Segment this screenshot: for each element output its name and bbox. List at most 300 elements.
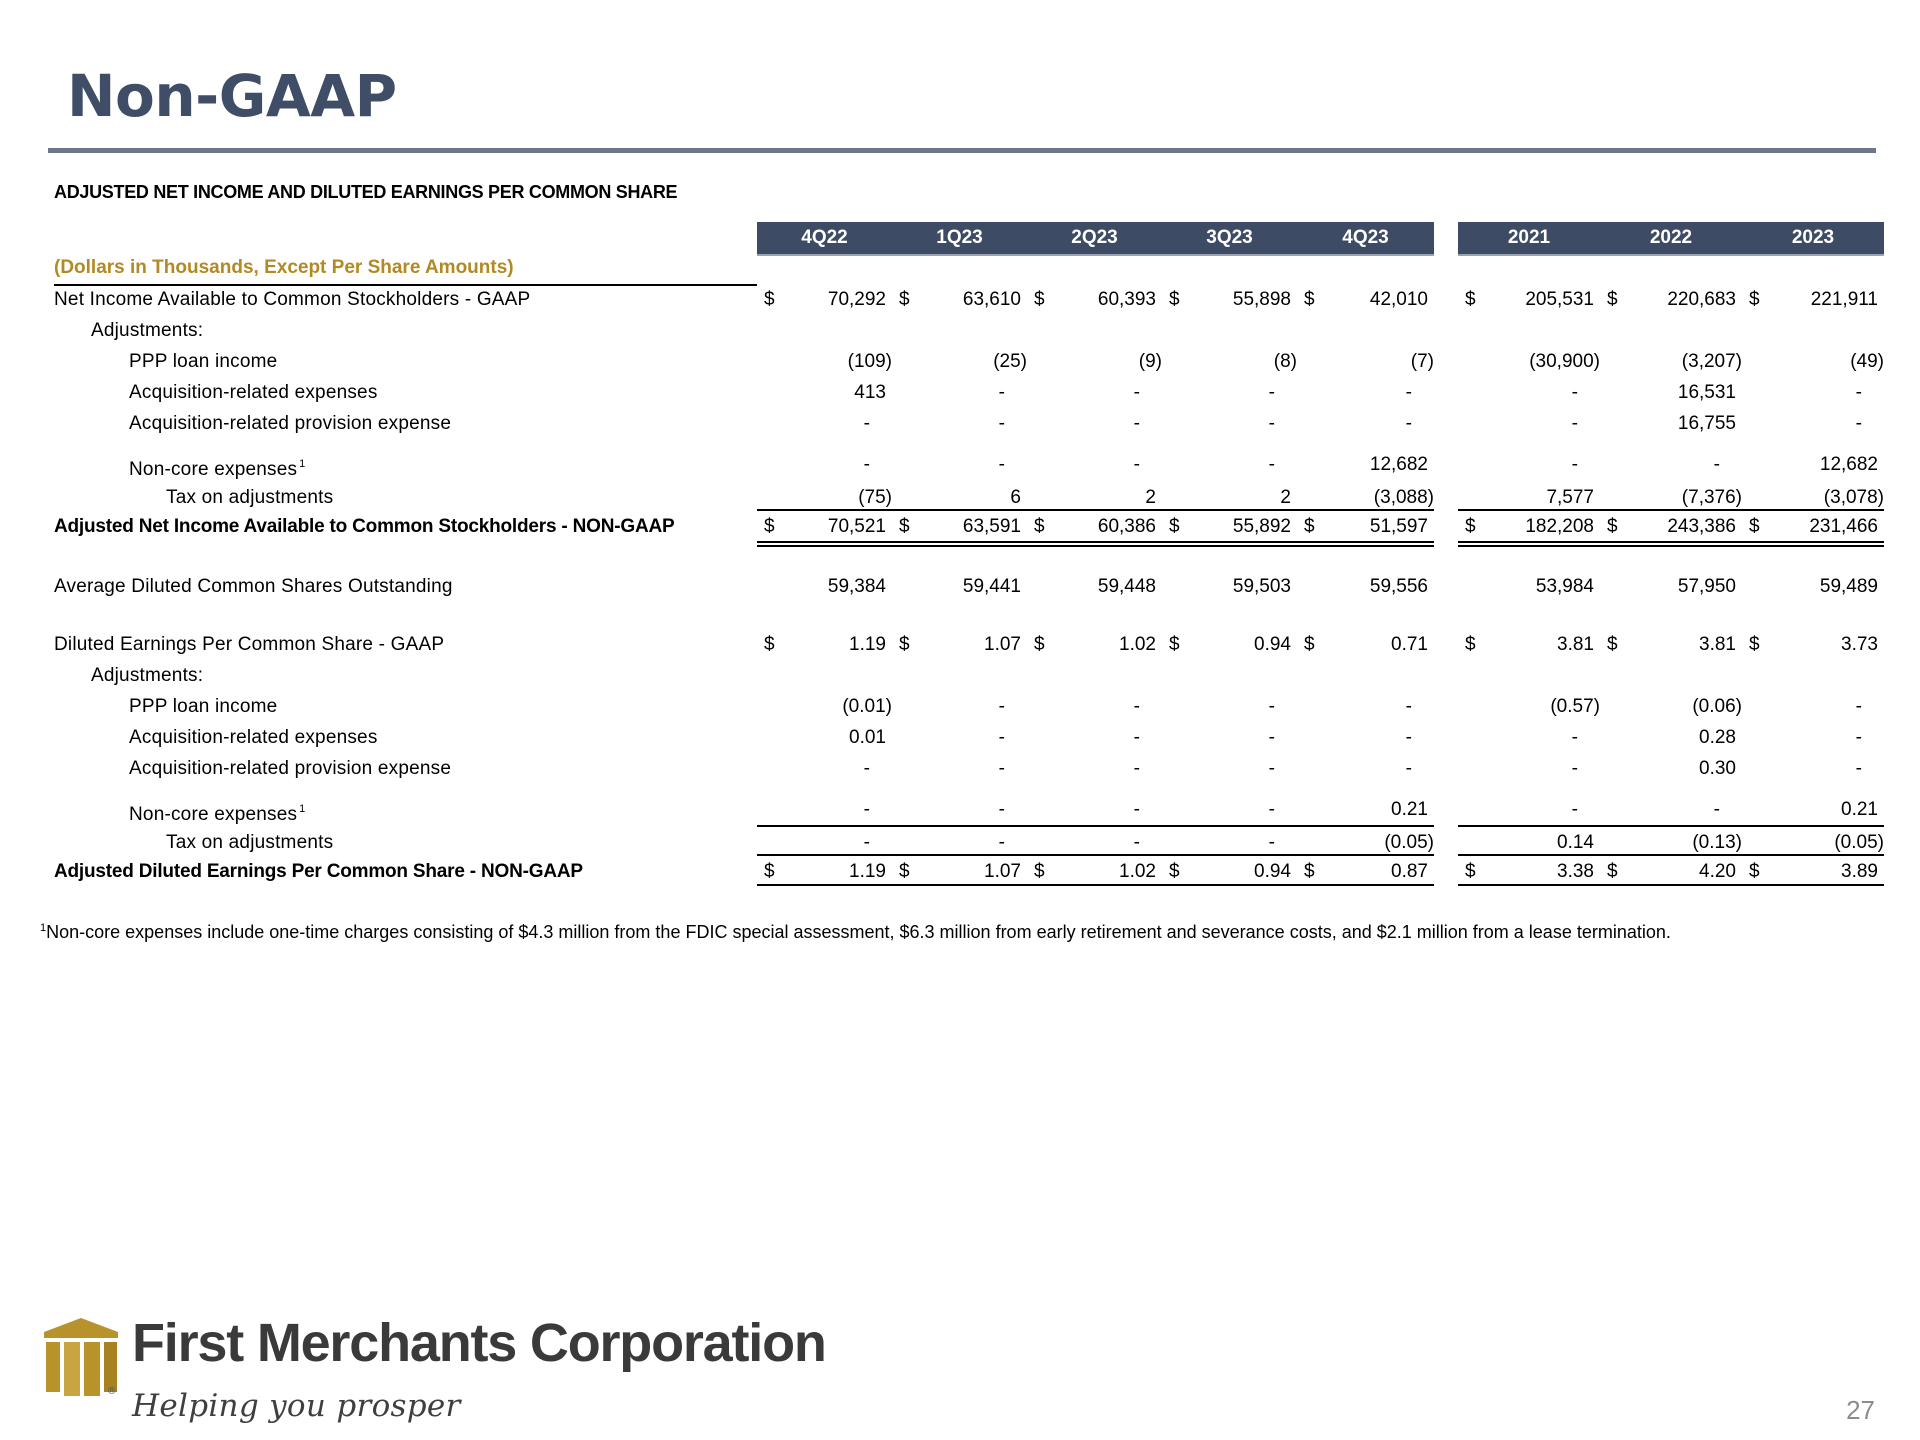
cell-value: 3.89 [1841, 861, 1878, 882]
footnote-reference: 1 [299, 803, 306, 815]
table-cell [1027, 571, 1162, 602]
table-cell [757, 629, 892, 660]
cell-value: - [998, 382, 1005, 403]
table-cell [1297, 284, 1434, 315]
cell-value: (0.57) [1550, 696, 1600, 717]
total-double-rule [757, 541, 1434, 543]
table-row [0, 571, 1920, 602]
table-row [0, 660, 1920, 691]
cell-value: - [863, 454, 870, 475]
currency-symbol: $ [1749, 861, 1760, 882]
table-cell [1027, 346, 1162, 377]
table-cell [1458, 856, 1600, 887]
cell-value: - [863, 832, 870, 853]
table-cell [892, 449, 1027, 480]
cell-value: (75) [858, 487, 892, 508]
row-label [54, 856, 583, 887]
table-cell [1600, 856, 1742, 887]
row-label [91, 315, 203, 346]
table-cell [892, 511, 1027, 542]
cell-value: 0.30 [1699, 758, 1736, 779]
table-cell [1458, 408, 1600, 439]
cell-value: - [998, 832, 1005, 853]
subtotal-rule [1458, 509, 1884, 511]
table-cell [1742, 629, 1884, 660]
currency-symbol: $ [1304, 289, 1315, 310]
currency-symbol: $ [1169, 861, 1180, 882]
table-cell [892, 284, 1027, 315]
row-label-text: Net Income Available to Common Stockholders - GAAP [54, 289, 531, 310]
table-cell [1458, 284, 1600, 315]
cell-value: (7) [1410, 351, 1434, 372]
table-cell [1600, 629, 1742, 660]
footnote [40, 922, 1671, 943]
cell-value: - [1855, 413, 1862, 434]
cell-value: 0.21 [1841, 799, 1878, 820]
cell-value: 55,898 [1232, 289, 1291, 310]
currency-symbol: $ [1607, 634, 1618, 655]
cell-value: - [998, 727, 1005, 748]
subtotal-rule [757, 854, 1434, 856]
cell-value: - [1268, 832, 1275, 853]
row-label-text: Average Diluted Common Shares Outstanding [54, 576, 453, 597]
cell-value: - [1268, 727, 1275, 748]
table-cell [1297, 377, 1434, 408]
cell-value: (0.05) [1384, 832, 1434, 853]
table-cell [1742, 794, 1884, 825]
table-cell [757, 722, 892, 753]
row-label [129, 449, 306, 485]
table-cell [1458, 691, 1600, 722]
table-cell [892, 691, 1027, 722]
table-cell [892, 571, 1027, 602]
currency-symbol: $ [1034, 634, 1045, 655]
cell-value: 59,503 [1232, 576, 1291, 597]
cell-value: 231,466 [1809, 516, 1878, 537]
table-cell [1458, 346, 1600, 377]
row-label-text: Acquisition-related expenses [129, 727, 378, 748]
table-cell [757, 794, 892, 825]
row-label [129, 722, 378, 753]
currency-symbol: $ [899, 516, 910, 537]
currency-symbol: $ [1749, 516, 1760, 537]
cell-value: - [1268, 696, 1275, 717]
cell-value: 3.73 [1841, 634, 1878, 655]
cell-value: 55,892 [1232, 516, 1291, 537]
table-cell [757, 571, 892, 602]
currency-symbol: $ [1465, 634, 1476, 655]
table-cell [757, 346, 892, 377]
cell-value: 63,610 [962, 289, 1021, 310]
row-label [129, 346, 277, 377]
currency-symbol: $ [1607, 861, 1618, 882]
cell-value: 42,010 [1369, 289, 1428, 310]
cell-value: 1.02 [1119, 634, 1156, 655]
table-cell [1742, 408, 1884, 439]
table-cell [1600, 571, 1742, 602]
row-label-text: Acquisition-related provision expense [129, 413, 452, 434]
row-label [129, 794, 306, 830]
units-label: (Dollars in Thousands, Except Per Share Amounts) [54, 257, 514, 278]
cell-value: - [863, 799, 870, 820]
table-cell [1742, 377, 1884, 408]
title-divider [48, 148, 1876, 153]
row-label [129, 408, 451, 439]
cell-value: (0.05) [1834, 832, 1884, 853]
cell-value: (7,376) [1681, 487, 1742, 508]
cell-value: 2 [1145, 487, 1156, 508]
table-cell [892, 346, 1027, 377]
row-label-text: Diluted Earnings Per Common Share - GAAP [54, 634, 445, 655]
table-cell [1600, 377, 1742, 408]
table-cell [1297, 408, 1434, 439]
row-label [166, 827, 333, 858]
table-cell [1162, 691, 1297, 722]
currency-symbol: $ [899, 289, 910, 310]
cell-value: - [1571, 454, 1578, 475]
table-row [0, 346, 1920, 377]
total-rule [1458, 884, 1884, 886]
row-label-text: Adjusted Net Income Available to Common Stockholders - NON-GAAP [54, 516, 675, 537]
currency-symbol: $ [1304, 516, 1315, 537]
footnote-text: Non-core expenses include one-time charges consisting of $4.3 million from the FDIC special assessment, $6.3 million from early retirement and severance costs, and $2.1 million from a lease termination. [46, 922, 1671, 942]
cell-value: 7,577 [1546, 487, 1594, 508]
table-cell [1297, 794, 1434, 825]
cell-value: (0.01) [842, 696, 892, 717]
table-cell [1297, 722, 1434, 753]
row-label [129, 377, 378, 408]
table-cell [1027, 449, 1162, 480]
cell-value: - [1571, 799, 1578, 820]
total-double-rule [1458, 545, 1884, 547]
table-cell [1027, 722, 1162, 753]
cell-value: - [1855, 727, 1862, 748]
currency-symbol: $ [764, 861, 775, 882]
row-label-text: Adjustments: [91, 320, 204, 341]
currency-symbol: $ [764, 289, 775, 310]
table-row [0, 511, 1920, 542]
currency-symbol: $ [899, 861, 910, 882]
table-cell [1600, 346, 1742, 377]
cell-value: 70,292 [827, 289, 886, 310]
cell-value: 182,208 [1525, 516, 1594, 537]
table-cell [1162, 856, 1297, 887]
table-cell [1027, 753, 1162, 784]
cell-value: 70,521 [827, 516, 886, 537]
cell-value: - [1133, 454, 1140, 475]
currency-symbol: $ [1169, 634, 1180, 655]
cell-value: 4.20 [1699, 861, 1736, 882]
cell-value: - [1855, 696, 1862, 717]
cell-value: - [1268, 454, 1275, 475]
table-cell [1742, 571, 1884, 602]
cell-value: - [998, 413, 1005, 434]
table-cell [1600, 408, 1742, 439]
cell-value: (49) [1850, 351, 1884, 372]
currency-symbol: $ [1749, 289, 1760, 310]
cell-value: 1.19 [849, 861, 886, 882]
total-rule [757, 884, 1434, 886]
cell-value: 413 [854, 382, 886, 403]
currency-symbol: $ [1607, 516, 1618, 537]
table-cell [757, 753, 892, 784]
cell-value: - [1268, 382, 1275, 403]
table-cell [1297, 571, 1434, 602]
column-header: 3Q23 [1206, 227, 1253, 248]
table-cell [1162, 629, 1297, 660]
footnote-reference: 1 [299, 458, 306, 470]
cell-value: - [1133, 727, 1140, 748]
currency-symbol: $ [1749, 634, 1760, 655]
table-cell [757, 377, 892, 408]
cell-value: - [1713, 454, 1720, 475]
year-header-underline [1458, 254, 1884, 256]
cell-value: 3.81 [1557, 634, 1594, 655]
cell-value: 59,556 [1369, 576, 1428, 597]
row-label [129, 753, 451, 784]
table-cell [892, 377, 1027, 408]
cell-value: 0.01 [849, 727, 886, 748]
table-cell [892, 722, 1027, 753]
cell-value: (3,207) [1681, 351, 1742, 372]
cell-value: 59,441 [962, 576, 1021, 597]
table-cell [1458, 722, 1600, 753]
cell-value: 220,683 [1667, 289, 1736, 310]
table-cell [1600, 449, 1742, 480]
table-row [0, 377, 1920, 408]
table-cell [1458, 449, 1600, 480]
row-label-text: PPP loan income [129, 696, 278, 717]
cell-value: - [1268, 799, 1275, 820]
cell-value: 0.21 [1391, 799, 1428, 820]
row-label [129, 691, 277, 722]
table-cell [1162, 346, 1297, 377]
table-cell [1600, 753, 1742, 784]
row-label [166, 482, 333, 513]
cell-value: - [1571, 758, 1578, 779]
table-row [0, 753, 1920, 784]
quarter-header-underline [757, 254, 1434, 256]
row-label [91, 660, 203, 691]
row-label [54, 571, 453, 602]
table-cell [1297, 691, 1434, 722]
table-cell [1162, 449, 1297, 480]
cell-value: (8) [1273, 351, 1297, 372]
table-cell [1162, 722, 1297, 753]
table-cell [1742, 722, 1884, 753]
table-cell [892, 753, 1027, 784]
table-cell [1742, 856, 1884, 887]
currency-symbol: $ [1607, 289, 1618, 310]
cell-value: (9) [1138, 351, 1162, 372]
footnote-marker: 1 [40, 922, 47, 934]
cell-value: 243,386 [1667, 516, 1736, 537]
cell-value: 12,682 [1369, 454, 1428, 475]
total-double-rule [1458, 541, 1884, 543]
cell-value: - [863, 413, 870, 434]
cell-value: - [1405, 727, 1412, 748]
row-label-text: Tax on adjustments [166, 832, 334, 853]
row-label-text: Acquisition-related provision expense [129, 758, 452, 779]
cell-value: - [998, 758, 1005, 779]
table-cell [1027, 284, 1162, 315]
column-header: 2022 [1649, 227, 1693, 248]
table-cell [1458, 753, 1600, 784]
company-tagline: Helping you prosper [132, 1388, 461, 1424]
cell-value: 0.94 [1254, 861, 1291, 882]
table-cell [892, 856, 1027, 887]
cell-value: - [1405, 696, 1412, 717]
cell-value: 60,393 [1097, 289, 1156, 310]
row-label-text: Adjusted Diluted Earnings Per Common Share - NON-GAAP [54, 861, 583, 882]
company-name: First Merchants Corporation [132, 1313, 826, 1373]
table-cell [1742, 511, 1884, 542]
table-cell [1027, 856, 1162, 887]
table-cell [757, 284, 892, 315]
table-cell [1458, 629, 1600, 660]
cell-value: 221,911 [1810, 289, 1878, 310]
table-cell [1297, 449, 1434, 480]
table-cell [757, 449, 892, 480]
cell-value: 0.71 [1391, 634, 1428, 655]
cell-value: 205,531 [1525, 289, 1594, 310]
column-header: 4Q23 [1342, 227, 1389, 248]
table-cell [1742, 449, 1884, 480]
cell-value: 12,682 [1819, 454, 1878, 475]
table-row [0, 629, 1920, 660]
table-cell [1162, 571, 1297, 602]
cell-value: - [1405, 382, 1412, 403]
currency-symbol: $ [1304, 634, 1315, 655]
section-heading: ADJUSTED NET INCOME AND DILUTED EARNINGS PER COMMON SHARE [54, 182, 678, 202]
subtotal-rule [757, 825, 1434, 827]
cell-value: 51,597 [1369, 516, 1428, 537]
table-cell [1742, 284, 1884, 315]
cell-value: 1.07 [984, 861, 1021, 882]
row-label-text: Acquisition-related expenses [129, 382, 378, 403]
cell-value: - [1571, 382, 1578, 403]
table-cell [1600, 691, 1742, 722]
cell-value: - [998, 696, 1005, 717]
table-cell [1600, 794, 1742, 825]
table-cell [1027, 629, 1162, 660]
cell-value: 3.81 [1699, 634, 1736, 655]
cell-value: - [1571, 413, 1578, 434]
currency-symbol: $ [1465, 289, 1476, 310]
row-label-text: Non-core expenses [129, 459, 298, 480]
table-cell [1027, 408, 1162, 439]
table-cell [757, 856, 892, 887]
cell-value: 1.19 [849, 634, 886, 655]
currency-symbol: $ [764, 516, 775, 537]
table-cell [1027, 794, 1162, 825]
cell-value: 16,755 [1677, 413, 1736, 434]
cell-value: 63,591 [962, 516, 1021, 537]
subtotal-rule [1458, 854, 1884, 856]
cell-value: - [1268, 758, 1275, 779]
cell-value: 0.94 [1254, 634, 1291, 655]
table-cell [1600, 511, 1742, 542]
total-double-rule [757, 545, 1434, 547]
column-header: 2023 [1791, 227, 1835, 248]
cell-value: - [1133, 413, 1140, 434]
cell-value: - [1405, 413, 1412, 434]
cell-value: 1.07 [984, 634, 1021, 655]
row-label [54, 511, 674, 542]
currency-symbol: $ [1169, 289, 1180, 310]
table-cell [757, 408, 892, 439]
cell-value: 1.02 [1119, 861, 1156, 882]
currency-symbol: $ [764, 634, 775, 655]
table-row [0, 449, 1920, 480]
cell-value: - [998, 454, 1005, 475]
cell-value: (30,900) [1529, 351, 1600, 372]
table-cell [1458, 794, 1600, 825]
cell-value: - [1133, 799, 1140, 820]
table-row [0, 284, 1920, 315]
table-row [0, 315, 1920, 346]
cell-value: 3.38 [1557, 861, 1594, 882]
table-cell [1742, 753, 1884, 784]
table-cell [1458, 377, 1600, 408]
slide-title: Non-GAAP [67, 62, 397, 130]
table-cell [1600, 284, 1742, 315]
column-header: 2021 [1507, 227, 1551, 248]
cell-value: 2 [1280, 487, 1291, 508]
cell-value: 57,950 [1677, 576, 1736, 597]
cell-value: - [1855, 382, 1862, 403]
table-cell [1162, 753, 1297, 784]
currency-symbol: $ [1465, 861, 1476, 882]
table-cell [757, 691, 892, 722]
currency-symbol: $ [1169, 516, 1180, 537]
cell-value: 60,386 [1097, 516, 1156, 537]
row-label [54, 629, 444, 660]
cell-value: (0.06) [1692, 696, 1742, 717]
cell-value: 0.28 [1699, 727, 1736, 748]
cell-value: - [1133, 696, 1140, 717]
cell-value: 59,489 [1819, 576, 1878, 597]
column-header: 2Q23 [1071, 227, 1118, 248]
table-cell [892, 629, 1027, 660]
table-row [0, 794, 1920, 825]
cell-value: 0.87 [1391, 861, 1428, 882]
currency-symbol: $ [1034, 861, 1045, 882]
row-label-text: Non-core expenses [129, 804, 298, 825]
table-cell [892, 794, 1027, 825]
cell-value: - [1133, 758, 1140, 779]
column-header: 4Q22 [801, 227, 848, 248]
table-cell [1162, 284, 1297, 315]
table-row [0, 408, 1920, 439]
table-cell [1162, 377, 1297, 408]
page-number: 27 [1846, 1395, 1875, 1425]
table-cell [1027, 691, 1162, 722]
table-row [0, 856, 1920, 887]
table-row [0, 691, 1920, 722]
table-cell [1297, 856, 1434, 887]
row-label-text: Adjustments: [91, 665, 204, 686]
cell-value: - [1571, 727, 1578, 748]
table-cell [757, 511, 892, 542]
subtotal-rule [757, 509, 1434, 511]
table-cell [1027, 511, 1162, 542]
cell-value: 59,384 [827, 576, 886, 597]
table-cell [1162, 408, 1297, 439]
cell-value: (109) [847, 351, 892, 372]
currency-symbol: $ [899, 634, 910, 655]
cell-value: 53,984 [1535, 576, 1594, 597]
